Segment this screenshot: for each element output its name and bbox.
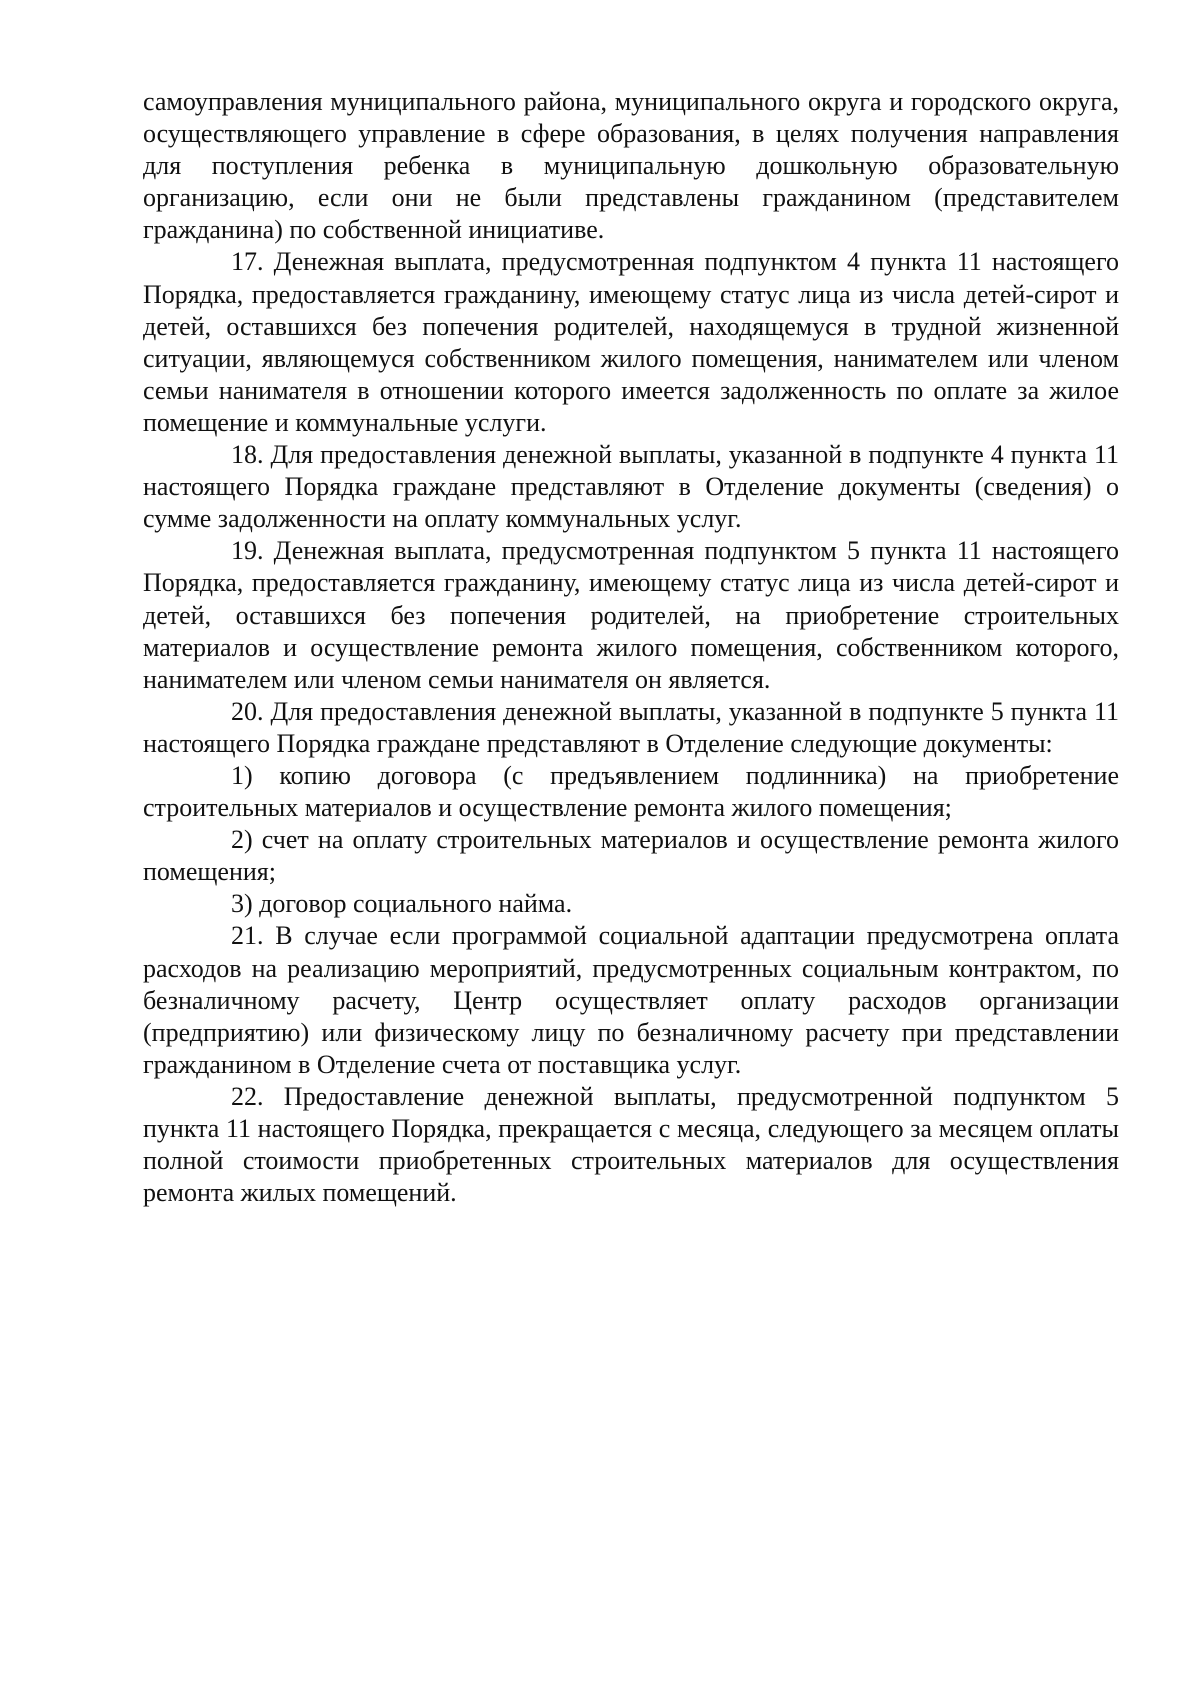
paragraph-19: 19. Денежная выплата, предусмотренная подпунктом 5 пункта 11 настоящего Порядка, предоставляется гражданину, имеющему статус лица из числа детей-сирот и детей, оставшихся без попечения родителей, на приобретение строительных материалов и осуществление ремонта жилого помещения, собственником которого, нанимателем или членом семьи нанимателя он является. — [143, 536, 1119, 694]
document-body — [143, 86, 1119, 1209]
paragraph-21: 21. В случае если программой социальной адаптации предусмотрена оплата расходов на реализацию мероприятий, предусмотренных социальным контрактом, по безналичному расчету, Центр осуществляет оплату расходов организации (предприятию) или физическому лицу по безналичному расчету при представлении гражданином в Отделение счета от поставщика услуг. — [143, 921, 1119, 1079]
paragraph-22: 22. Предоставление денежной выплаты, предусмотренной подпунктом 5 пункта 11 настоящего Порядка, прекращается с месяца, следующего за месяцем оплаты полной стоимости приобретенных строительных материалов для осуществления ремонта жилых помещений. — [143, 1081, 1119, 1208]
paragraph-17: 17. Денежная выплата, предусмотренная подпунктом 4 пункта 11 настоящего Порядка, предоставляется гражданину, имеющему статус лица из числа детей-сирот и детей, оставшихся без попечения родителей, находящемуся в трудной жизненной ситуации, являющемуся собственником жилого помещения, нанимателем или членом семьи нанимателя в отношении которого имеется задолженность по оплате за жилое помещение и коммунальные услуги. — [143, 247, 1119, 437]
paragraph-20: 20. Для предоставления денежной выплаты, указанной в подпункте 5 пункта 11 настоящего Порядка граждане представляют в Отделение следующие документы: — [143, 696, 1119, 758]
list-item-2: 2) счет на оплату строительных материалов и осуществление ремонта жилого помещения; — [143, 825, 1119, 887]
paragraph-continuation: самоуправления муниципального района, муниципального округа и городского округа, осуществляющего управление в сфере образования, в целях получения направления для поступления ребенка в муниципальную дошкольную образовательную организацию, если они не были представлены гражданином (представителем гражданина) по собственной инициативе. — [143, 87, 1119, 245]
paragraph-18: 18. Для предоставления денежной выплаты, указанной в подпункте 4 пункта 11 настоящего Порядка граждане представляют в Отделение документы (сведения) о сумме задолженности на оплату коммунальных услуг. — [143, 440, 1119, 534]
list-item-3: 3) договор социального найма. — [231, 889, 573, 919]
list-item-1: 1) копию договора (с предъявлением подлинника) на приобретение строительных материалов и осуществление ремонта жилого помещения; — [143, 760, 1119, 823]
